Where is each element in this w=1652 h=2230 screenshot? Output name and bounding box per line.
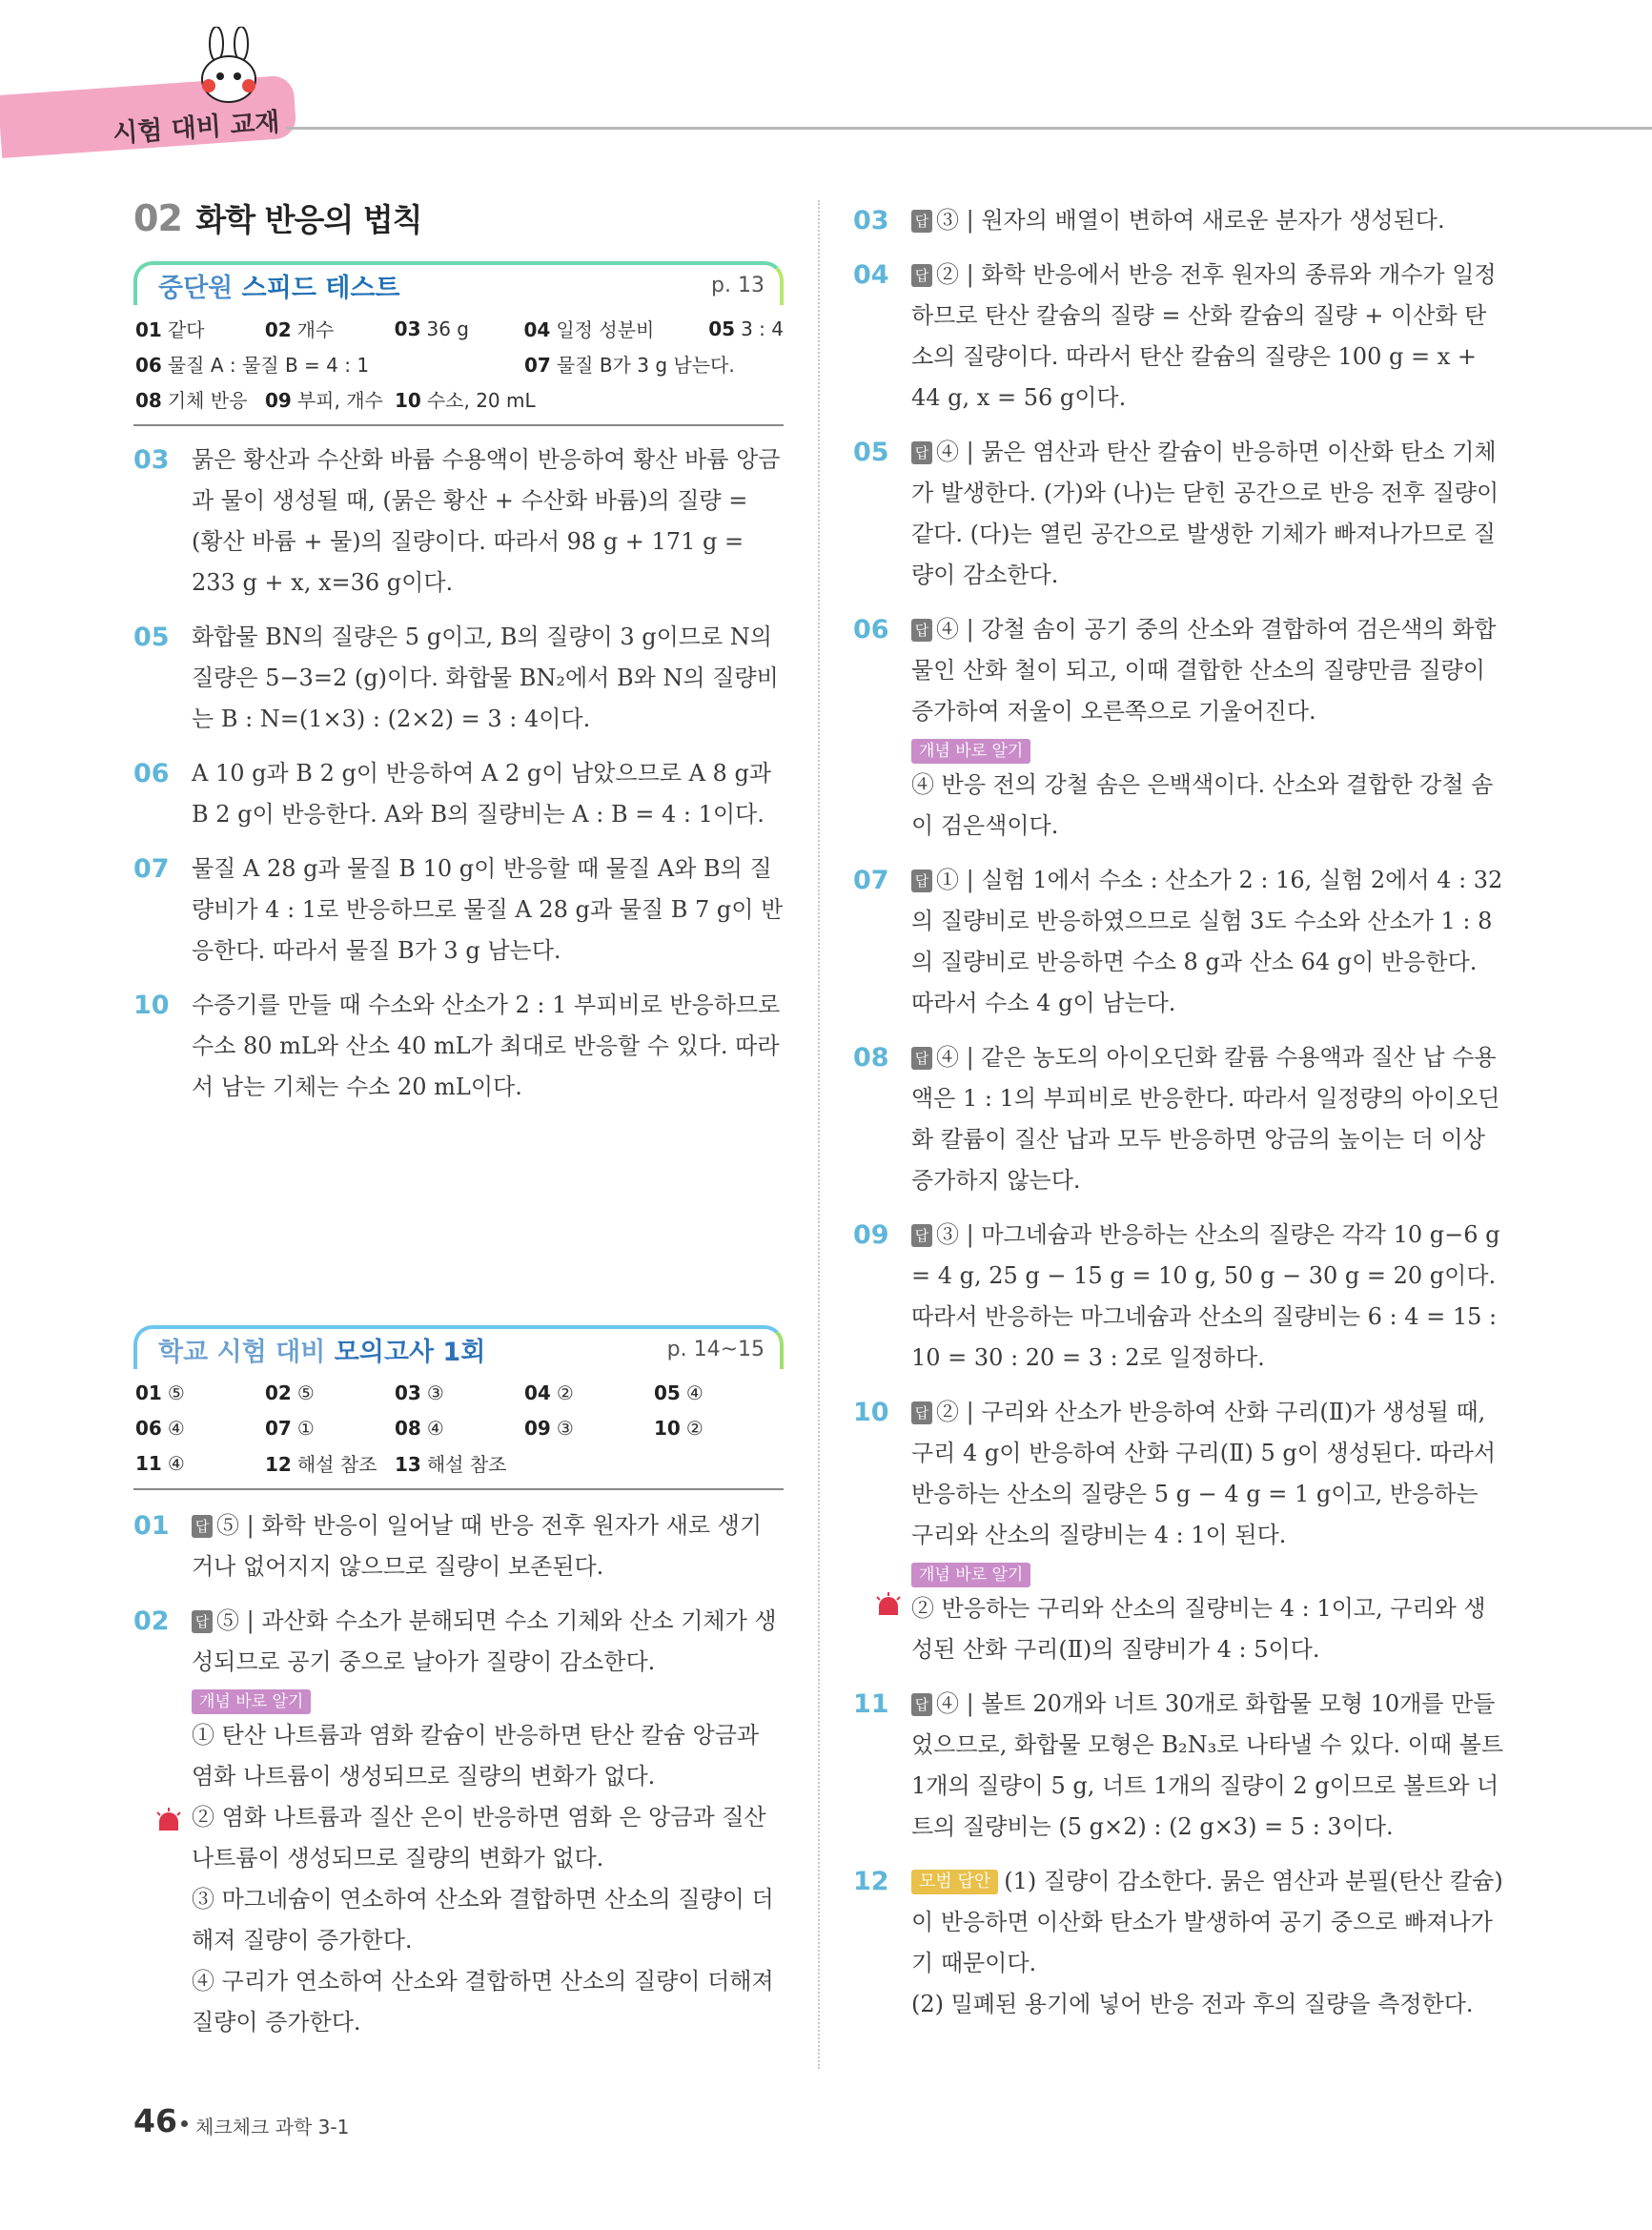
left-column: [133, 195, 784, 2036]
rabbit-mascot-icon: [186, 27, 272, 113]
answer-row: 01 같다 02 개수 03 36 g 04 일정 성분비 05 3 : 4: [135, 317, 784, 341]
concept-tag: 개념 바로 알기: [911, 739, 1030, 764]
answer-tag: 답: [911, 264, 932, 287]
speed-question: 05 화합물 BN의 질량은 5 g이고, B의 질량이 3 g이므로 N의 질량은 5−3=2 (g)이다. 화합물 BN₂에서 B와 N의 질량비는 B : N=(1×3) : (2×2) = 3 : 4이다.: [133, 623, 779, 732]
mock-question: 04 답 ② | 화학 반응에서 반응 전후 원자의 종류와 개수가 일정하므로 탄산 칼슘의 질량 = 산화 칼슘의 질량 + 이산화 탄소의 질량이다. 따라서 탄산 칼슘의 질량은 100 g = x + 44 g, x = 56 g이다.: [853, 260, 1497, 411]
alarm-icon: [154, 1808, 183, 1832]
mock-question: 09 답 ③ | 마그네슘과 반응하는 산소의 질량은 각각 10 g−6 g = 4 g, 25 g − 15 g = 10 g, 50 g − 30 g = 20 g이다. 따라서 반응하는 마그네슘과 산소의 질량비는 6 : 4 = 15 : 10 = 30 : 20 = 3 : 2로 일정하다.: [853, 1220, 1500, 1371]
right-column: [853, 200, 1504, 2025]
mock-question: 05 답 ④ | 묽은 염산과 탄산 칼슘이 반응하면 이산화 탄소 기체가 발생한다. (가)와 (나)는 닫힌 공간으로 반응 전후 질량이 같다. (다)는 열린 공간으로 발생한 기체가 빠져나가므로 질량이 감소한다.: [853, 438, 1499, 588]
speed-question: 03 묽은 황산과 수산화 바륨 수용액이 반응하여 황산 바륨 앙금과 물이 생성될 때, (묽은 황산 + 수산화 바륨)의 질량 = (황산 바륨 + 물)의 질량이다. 따라서 98 g + 171 g = 233 g + x, x=36 g이다.: [133, 445, 781, 596]
page-number: 46: [133, 2102, 177, 2139]
answer-row: 08 기체 반응 09 부피, 개수 10 수소, 20 mL: [135, 389, 536, 412]
answer-tag: 답: [911, 869, 932, 892]
answer-tag: 답: [192, 1515, 213, 1538]
book-title: 체크체크 과학 3-1: [195, 2116, 350, 2138]
header-line: [286, 127, 1652, 130]
answer-tag: 답: [911, 1047, 932, 1070]
answer-tag: 답: [911, 441, 932, 464]
mock-question: 02 답 ⑤ | 과산화 수소가 분해되면 수소 기체와 산소 기체가 생성되므로 공기 중으로 날아가 질량이 감소한다. 개념 바로 알기 ① 탄산 나트륨과 염화 칼슘이 반응하면 탄산 칼슘 앙금과 염화 나트륨이 생성되므로 질량의 변화가 없다. ② 염화 나트륨과 질산 은이 반응하면 염화 은 앙금과 질산 나트륨이 생성되므로 질량의 변화가 없다. ③ 마그네슘이 연소하여 산소와 결합하면 산소의 질량이 더해져 질량이 증가한다. ④ 구리가 연소하여 산소와 결합하면 산소의 질량이 더해져 질량이 증가한다.: [133, 1601, 784, 2043]
mock-question: 11 답 ④ | 볼트 20개와 너트 30개로 화합물 모형 10개를 만들었으므로, 화합물 모형은 B₂N₃로 나타낼 수 있다. 이때 볼트 1개의 질량이 5 g, 너트 1개의 질량이 2 g이므로 볼트와 너트의 질량비는 (5 g×2) : (2 g×3) = 5 : 3이다.: [853, 1689, 1504, 1840]
mock-question: 03 답 ③ | 원자의 배열이 변하여 새로운 분자가 생성된다.: [853, 206, 1445, 235]
column-divider: [818, 200, 820, 2069]
mock-exam-page: p. 14~15: [666, 1337, 765, 1361]
speed-question: 10 수증기를 만들 때 수소와 산소가 2 : 1 부피비로 반응하므로 수소 80 mL와 산소 40 mL가 최대로 반응할 수 있다. 따라서 남는 기체는 수소 20 mL이다.: [133, 991, 781, 1100]
mock-question: 07 답 ① | 실험 1에서 수소 : 산소가 2 : 16, 실험 2에서 4 : 32의 질량비로 반응하였으므로 실험 3도 수소와 산소가 1 : 8의 질량비로 반응하면 수소 8 g과 산소 64 g이 반응한다. 따라서 수소 4 g이 남는다.: [853, 866, 1503, 1016]
answer-row: 11 ④ 12 해설 참조 13 해설 참조: [135, 1451, 507, 1476]
chapter-number: 02: [133, 197, 182, 239]
mock-question: 06 답 ④ | 강철 솜이 공기 중의 산소와 결합하여 검은색의 화합물인 산화 철이 되고, 이때 결합한 산소의 질량만큼 질량이 증가하여 저울이 오른쪽으로 기울어진다. 개념 바로 알기 ④ 반응 전의 강철 솜은 은백색이다. 산소와 결합한 강철 솜이 검은색이다.: [853, 609, 1504, 847]
speed-test-title: 중단원 스피드 테스트: [158, 273, 400, 303]
concept-item: ① 탄산 나트륨과 염화 칼슘이 반응하면 탄산 칼슘 앙금과 염화 나트륨이 생성되므로 질량의 변화가 없다.: [192, 1722, 760, 1790]
concept-item: ③ 마그네슘이 연소하여 산소와 결합하면 산소의 질량이 더해져 질량이 증가한다.: [192, 1886, 774, 1954]
concept-tag: 개념 바로 알기: [192, 1689, 311, 1714]
concept-item: ④ 반응 전의 강철 솜은 은백색이다. 산소와 결합한 강철 솜이 검은색이다.: [911, 771, 1494, 839]
chapter-title-text: 화학 반응의 법칙: [195, 201, 422, 238]
mock-exam-title: 학교 시험 대비 모의고사 1회: [158, 1337, 486, 1367]
speed-test-page: p. 13: [711, 273, 765, 297]
alarm-icon: [874, 1592, 903, 1617]
concept-tag: 개념 바로 알기: [911, 1563, 1030, 1587]
chapter-title: [133, 195, 784, 240]
speed-question: 06 A 10 g과 B 2 g이 반응하여 A 2 g이 남았으므로 A 8 g과 B 2 g이 반응한다. A와 B의 질량비는 A : B = 4 : 1이다.: [133, 759, 772, 828]
mock-question: 01 답 ⑤ | 화학 반응이 일어날 때 반응 전후 원자가 새로 생기거나 없어지지 않으므로 질량이 보존된다.: [133, 1511, 763, 1580]
footer-bullet: [181, 2120, 188, 2127]
answer-tag: 답: [911, 1693, 932, 1716]
mock-question: 10 답 ② | 구리와 산소가 반응하여 산화 구리(Ⅱ)가 생성될 때, 구리 4 g이 반응하여 산화 구리(Ⅱ) 5 g이 생성된다. 따라서 반응하는 산소의 질량은 5 g − 4 g = 1 g이고, 반응하는 구리와 산소의 질량비는 4 : 1이 된다. 개념 바로 알기 ② 반응하는 구리와 산소의 질량비는 4 : 1이고, 구리와 생성된 산화 구리(Ⅱ)의 질량비가 4 : 5이다.: [853, 1392, 1504, 1670]
concept-item: ② 반응하는 구리와 산소의 질량비는 4 : 1이고, 구리와 생성된 산화 구리(Ⅱ)의 질량비가 4 : 5이다.: [911, 1595, 1486, 1663]
answer-row: 01 ⑤ 02 ⑤ 03 ③ 04 ② 05 ④: [135, 1381, 704, 1404]
answer-tag: 답: [911, 619, 932, 642]
mock-question: 08 답 ④ | 같은 농도의 아이오딘화 칼륨 수용액과 질산 납 수용액은 1 : 1의 부피비로 반응한다. 따라서 일정량의 아이오딘화 칼륨이 질산 납과 모두 반응하면 앙금의 높이는 더 이상 증가하지 않는다.: [853, 1043, 1500, 1194]
answer-row: 06 물질 A : 물질 B = 4 : 1 07 물질 B가 3 g 남는다.: [135, 354, 735, 377]
speed-question: 07 물질 A 28 g과 물질 B 10 g이 반응할 때 물질 A와 B의 질량비가 4 : 1로 반응하므로 물질 A 28 g과 물질 B 7 g이 반응한다. 따라서 물질 B가 3 g 남는다.: [133, 854, 784, 964]
model-answer-tag: 모범 답안: [911, 1870, 998, 1894]
answer-tag: 답: [192, 1610, 213, 1633]
concept-item: ② 염화 나트륨과 질산 은이 반응하면 염화 은 앙금과 질산 나트륨이 생성되므로 질량의 변화가 없다.: [192, 1804, 766, 1872]
model-answer-extra: (2) 밀폐된 용기에 넣어 반응 전과 후의 질량을 측정한다.: [911, 1991, 1474, 2017]
answer-tag: 답: [911, 210, 932, 233]
mock-question: 12 모범 답안 (1) 질량이 감소한다. 묽은 염산과 분필(탄산 칼슘)이 반응하면 이산화 탄소가 발생하여 공기 중으로 빠져나가기 때문이다. (2) 밀폐된 용기에 넣어 반응 전과 후의 질량을 측정한다.: [853, 1861, 1504, 2025]
answer-tag: 답: [911, 1401, 932, 1424]
speed-test-header: [133, 261, 784, 305]
concept-item: ④ 구리가 연소하여 산소와 결합하면 산소의 질량이 더해져 질량이 증가한다.: [192, 1968, 774, 2036]
header-ribbon-label: 시험 대비 교재: [112, 107, 281, 150]
speed-test-answers: [133, 305, 784, 426]
answer-row: 06 ④ 07 ① 08 ④ 09 ③ 10 ②: [135, 1416, 704, 1440]
answer-tag: 답: [911, 1224, 932, 1247]
mock-exam-header: [133, 1325, 784, 1369]
mock-exam-answers: [133, 1369, 784, 1490]
